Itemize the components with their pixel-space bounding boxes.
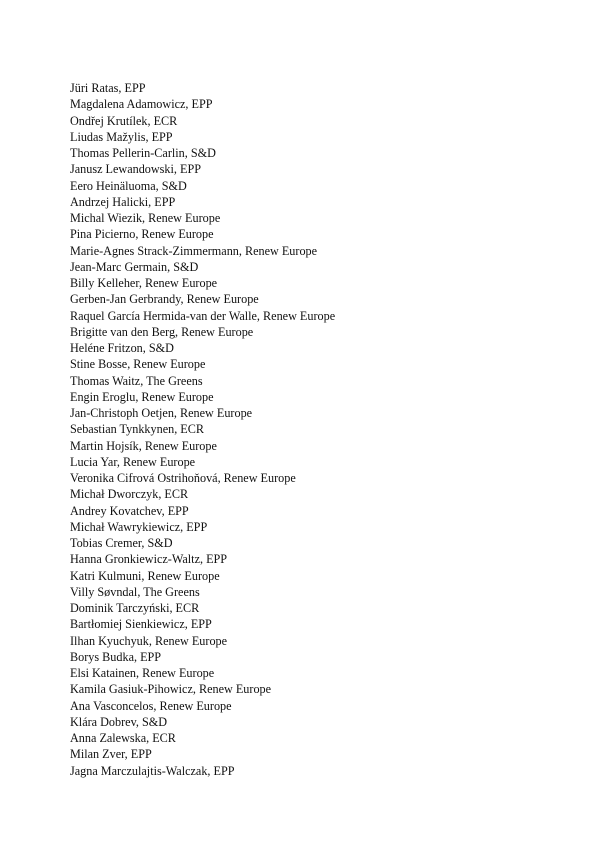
signatory-entry: Hanna Gronkiewicz-Waltz, EPP (70, 552, 228, 567)
signatory-entry: Jüri Ratas, EPP (70, 81, 146, 95)
signatory-entry: Brigitte van den Berg, Renew Europe (70, 324, 254, 339)
signatory-entry: Dominik Tarczyński, ECR (70, 601, 200, 615)
signatory-entry: Villy Søvndal, The Greens (70, 584, 200, 599)
signatory-entry: Eero Heinäluoma, S&D (70, 178, 187, 193)
signatory-entry: Borys Budka, EPP (70, 649, 162, 664)
signatory-entry: Michal Wiezik, Renew Europe (70, 211, 221, 225)
signatory-entry: Martin Hojsík, Renew Europe (70, 438, 217, 453)
signatory-entry: Janusz Lewandowski, EPP (70, 162, 202, 177)
signatory-entry: Michał Dworczyk, ECR (70, 487, 189, 502)
signatory-entry: Ilhan Kyuchyuk, Renew Europe (70, 633, 228, 648)
signatory-entry: Andrzej Halicki, EPP (70, 194, 176, 209)
signatory-entry: Elsi Katainen, Renew Europe (70, 666, 215, 680)
signatory-entry: Tobias Cremer, S&D (70, 536, 173, 550)
signatory-entry: Ondřej Krutílek, ECR (70, 113, 178, 128)
signatory-entry: Katri Kulmuni, Renew Europe (70, 568, 220, 583)
signatory-entry: Michał Wawrykiewicz, EPP (70, 519, 208, 534)
signatory-entry: Liudas Mažylis, EPP (70, 129, 173, 144)
signatory-entry: Milan Zver, EPP (70, 747, 152, 762)
signatory-entry: Bartłomiej Sienkiewicz, EPP (70, 617, 212, 632)
signatory-entry: Gerben-Jan Gerbrandy, Renew Europe (70, 292, 259, 307)
signatory-entry: Marie-Agnes Strack-Zimmermann, Renew Europe (70, 243, 318, 258)
signatory-entry: Engin Eroglu, Renew Europe (70, 389, 214, 404)
signatory-entry: Raquel García Hermida-van der Walle, Renew Europe (70, 308, 336, 323)
signatory-entry: Jean-Marc Germain, S&D (70, 259, 199, 274)
signatory-entry: Heléne Fritzon, S&D (70, 341, 174, 355)
signatory-entry: Anna Zalewska, ECR (70, 731, 176, 745)
signatory-entry: Kamila Gasiuk-Pihowicz, Renew Europe (70, 682, 272, 697)
signatory-entry: Sebastian Tynkkynen, ECR (70, 422, 204, 437)
signatory-entry: Stine Bosse, Renew Europe (70, 357, 206, 372)
signatory-entry: Jan-Christoph Oetjen, Renew Europe (70, 406, 253, 420)
signatory-list (70, 80, 335, 779)
signatory-entry: Ana Vasconcelos, Renew Europe (70, 698, 232, 713)
signatory-entry: Jagna Marczulajtis-Walczak, EPP (70, 763, 235, 778)
signatory-entry: Thomas Waitz, The Greens (70, 373, 203, 388)
signatory-entry: Magdalena Adamowicz, EPP (70, 97, 213, 112)
signatory-entry: Pina Picierno, Renew Europe (70, 227, 214, 242)
signatory-entry: Thomas Pellerin-Carlin, S&D (70, 146, 216, 160)
signatory-entry: Klára Dobrev, S&D (70, 714, 168, 729)
signatory-entry: Veronika Cifrová Ostrihoňová, Renew Europe (70, 471, 296, 485)
signatory-entry: Billy Kelleher, Renew Europe (70, 276, 218, 290)
signatory-entry: Andrey Kovatchev, EPP (70, 503, 189, 518)
signatory-entry: Lucia Yar, Renew Europe (70, 454, 196, 469)
